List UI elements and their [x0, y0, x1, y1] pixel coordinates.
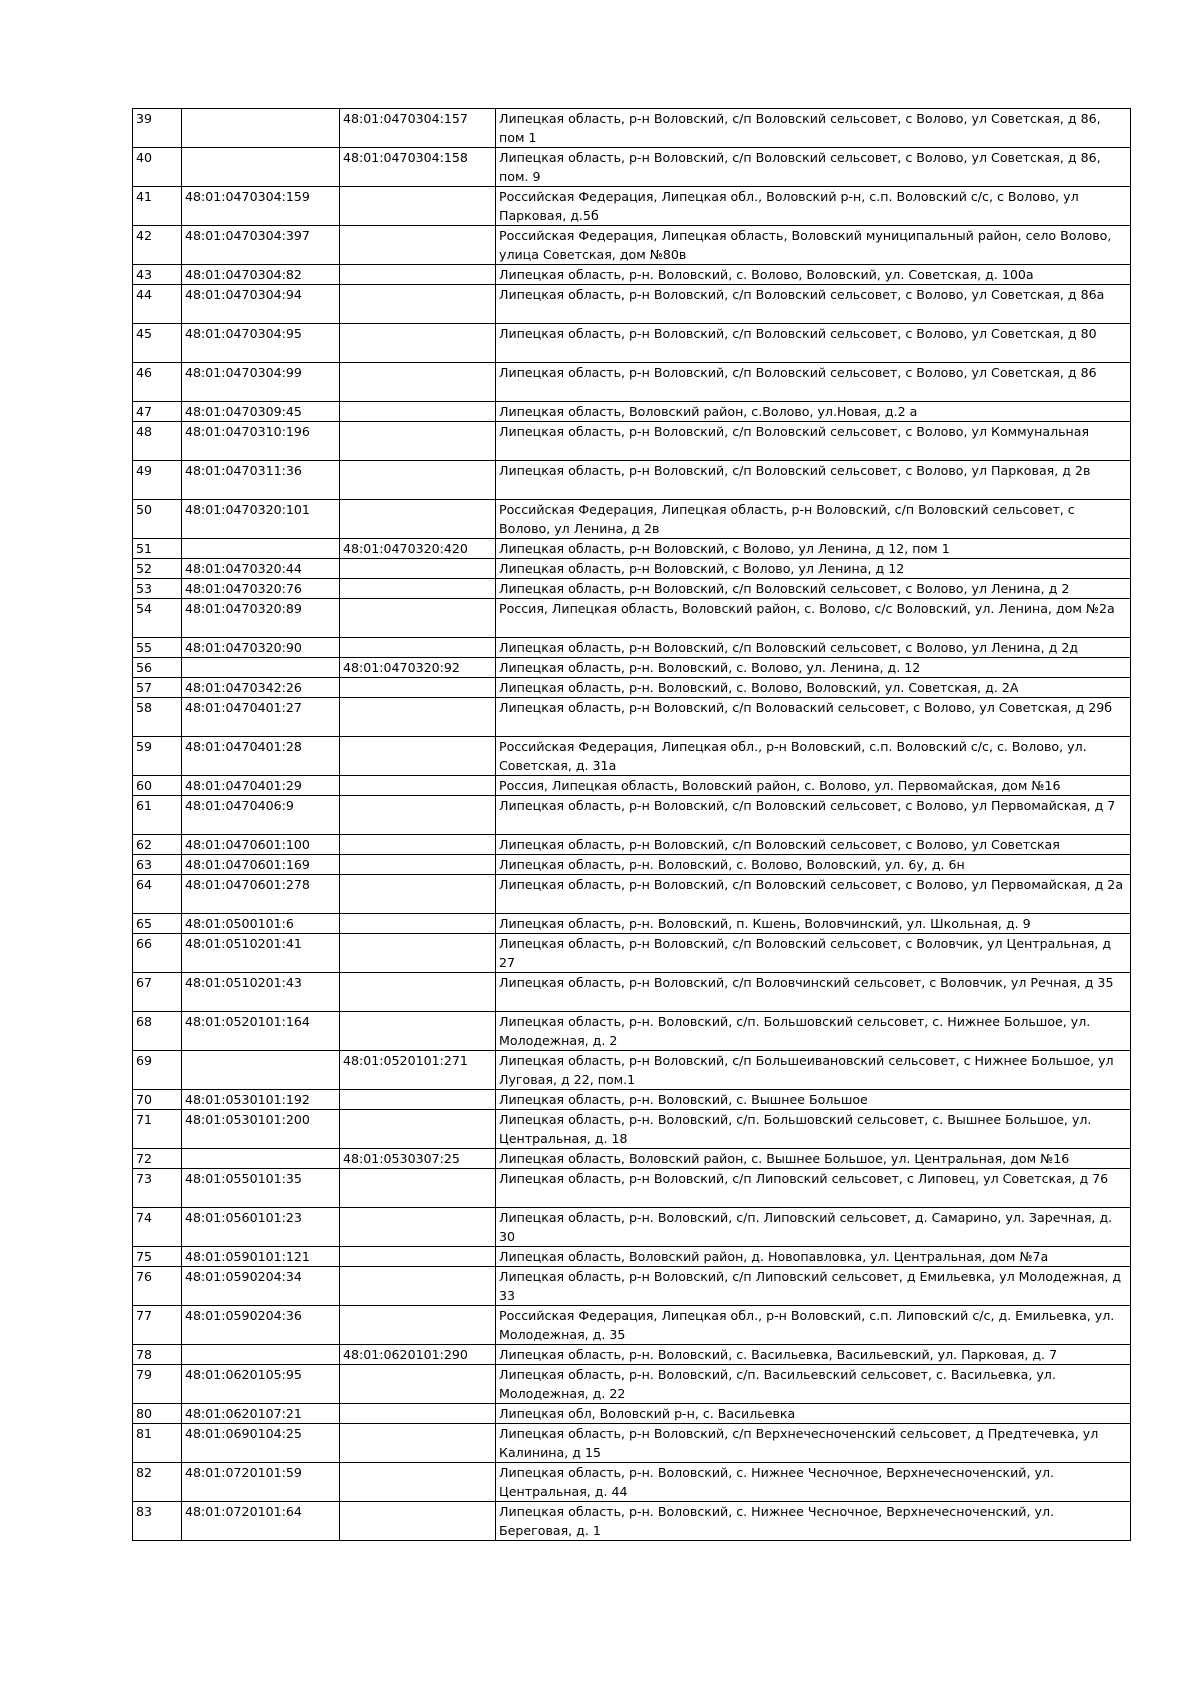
address-cell: Липецкая область, р-н Воловский, с Волово, ул Ленина, д 12: [496, 559, 1131, 579]
address-cell: Липецкая область, р-н. Воловский, с. Волово, Воловский, ул. Советская, д. 2А: [496, 678, 1131, 698]
address-cell: Липецкая область, Воловский район, д. Новопавловка, ул. Центральная, дом №7а: [496, 1247, 1131, 1267]
cadastral-number-cell: 48:01:0530101:192: [182, 1090, 340, 1110]
cadastral-number-cell: 48:01:0470311:36: [182, 461, 340, 500]
table-row: [133, 187, 1131, 226]
cell-number: 45: [133, 324, 182, 363]
cell-number: 43: [133, 265, 182, 285]
cadastral-number-cell: 48:01:0470304:94: [182, 285, 340, 324]
cadastral-number-cell: 48:01:0470304:99: [182, 363, 340, 402]
address-cell: Российская Федерация, Липецкая обл., р-н Воловский, с.п. Воловский с/с, с. Волово, ул. Советская, д. 31а: [496, 737, 1131, 776]
table-row: [133, 1090, 1131, 1110]
cadastral-number-cell-2: 48:01:0520101:271: [340, 1051, 496, 1090]
cadastral-number-cell: 48:01:0470304:159: [182, 187, 340, 226]
address-cell: Липецкая область, Воловский район, с. Вышнее Большое, ул. Центральная, дом №16: [496, 1149, 1131, 1169]
cadastral-number-cell-2: [340, 559, 496, 579]
cadastral-number-cell: 48:01:0720101:64: [182, 1502, 340, 1541]
cadastral-number-cell: 48:01:0470401:29: [182, 776, 340, 796]
address-cell: Липецкая область, р-н. Воловский, с/п. Большовский сельсовет, с. Вышнее Большое, ул. Центральная, д. 18: [496, 1110, 1131, 1149]
cell-number: 69: [133, 1051, 182, 1090]
table-row: [133, 1110, 1131, 1149]
cadastral-number-cell-2: [340, 402, 496, 422]
cadastral-number-cell: 48:01:0470320:101: [182, 500, 340, 539]
table-row: [133, 776, 1131, 796]
cadastral-number-cell-2: [340, 461, 496, 500]
address-cell: Российская Федерация, Липецкая область, Воловский муниципальный район, село Волово, улица Советская, дом №80в: [496, 226, 1131, 265]
cell-number: 61: [133, 796, 182, 835]
cadastral-number-cell: 48:01:0470304:397: [182, 226, 340, 265]
table-row: [133, 599, 1131, 638]
table-row: [133, 973, 1131, 1012]
cell-number: 47: [133, 402, 182, 422]
table-row: [133, 148, 1131, 187]
cell-number: 63: [133, 855, 182, 875]
cell-number: 41: [133, 187, 182, 226]
cell-number: 48: [133, 422, 182, 461]
cadastral-number-cell-2: [340, 638, 496, 658]
cell-number: 64: [133, 875, 182, 914]
cadastral-number-cell: 48:01:0550101:35: [182, 1169, 340, 1208]
cadastral-number-cell-2: [340, 1090, 496, 1110]
address-cell: Липецкая область, р-н Воловский, с/п Воловский сельсовет, с Волово, ул Первомайская, д 7: [496, 796, 1131, 835]
cell-number: 52: [133, 559, 182, 579]
address-cell: Липецкая область, р-н Воловский, с/п Воловский сельсовет, с Волово, ул Советская: [496, 835, 1131, 855]
cadastral-number-cell: [182, 1345, 340, 1365]
cell-number: 80: [133, 1404, 182, 1424]
cell-number: 46: [133, 363, 182, 402]
cadastral-number-cell: [182, 148, 340, 187]
cadastral-number-cell-2: [340, 1208, 496, 1247]
cadastral-number-cell-2: [340, 1247, 496, 1267]
cadastral-number-cell: 48:01:0470320:44: [182, 559, 340, 579]
cadastral-number-cell-2: [340, 1012, 496, 1051]
address-cell: Липецкая область, р-н. Воловский, с. Волово, Воловский, ул. Советская, д. 100а: [496, 265, 1131, 285]
table-row: [133, 422, 1131, 461]
cadastral-number-cell-2: 48:01:0470320:420: [340, 539, 496, 559]
address-cell: Российская Федерация, Липецкая область, р-н Воловский, с/п Воловский сельсовет, с Волово, ул Ленина, д 2в: [496, 500, 1131, 539]
cadastral-number-cell: [182, 539, 340, 559]
table-row: [133, 698, 1131, 737]
address-cell: Липецкая область, р-н Воловский, с/п Липовский сельсовет, д Емильевка, ул Молодежная, д 33: [496, 1267, 1131, 1306]
cell-number: 56: [133, 658, 182, 678]
cadastral-number-cell-2: [340, 1463, 496, 1502]
address-cell: Липецкая область, р-н. Воловский, с/п. Большовский сельсовет, с. Нижнее Большое, ул. Молодежная, д. 2: [496, 1012, 1131, 1051]
cadastral-number-cell-2: [340, 776, 496, 796]
address-cell: Российская Федерация, Липецкая обл., Воловский р-н, с.п. Воловский с/с, с Волово, ул Парковая, д.5б: [496, 187, 1131, 226]
address-cell: Липецкая область, р-н. Воловский, п. Кшень, Воловчинский, ул. Школьная, д. 9: [496, 914, 1131, 934]
table-row: [133, 1502, 1131, 1541]
cell-number: 54: [133, 599, 182, 638]
cadastral-number-cell: 48:01:0470304:82: [182, 265, 340, 285]
cell-number: 70: [133, 1090, 182, 1110]
address-cell: Липецкая обл, Воловский р-н, с. Васильевка: [496, 1404, 1131, 1424]
cell-number: 67: [133, 973, 182, 1012]
cadastral-number-cell: 48:01:0470304:95: [182, 324, 340, 363]
table-row: [133, 500, 1131, 539]
address-cell: Липецкая область, р-н Воловский, с/п Воловский сельсовет, с Воловчик, ул Центральная, д 27: [496, 934, 1131, 973]
address-cell: Липецкая область, р-н Воловский, с/п Воловский сельсовет, с Волово, ул Ленина, д 2д: [496, 638, 1131, 658]
cell-number: 72: [133, 1149, 182, 1169]
cell-number: 55: [133, 638, 182, 658]
cell-number: 79: [133, 1365, 182, 1404]
cell-number: 40: [133, 148, 182, 187]
cadastral-number-cell: 48:01:0510201:41: [182, 934, 340, 973]
table-row: [133, 1463, 1131, 1502]
cadastral-number-cell-2: [340, 1365, 496, 1404]
cadastral-number-cell: 48:01:0720101:59: [182, 1463, 340, 1502]
cell-number: 44: [133, 285, 182, 324]
cadastral-number-cell-2: [340, 835, 496, 855]
cadastral-number-cell-2: [340, 1404, 496, 1424]
cell-number: 82: [133, 1463, 182, 1502]
cadastral-number-cell: [182, 658, 340, 678]
cadastral-number-cell-2: [340, 285, 496, 324]
cadastral-number-cell: 48:01:0470320:76: [182, 579, 340, 599]
cadastral-number-cell-2: [340, 1424, 496, 1463]
cadastral-number-cell: 48:01:0530101:200: [182, 1110, 340, 1149]
address-cell: Липецкая область, р-н Воловский, с/п Большеивановский сельсовет, с Нижнее Большое, ул Луговая, д 22, пом.1: [496, 1051, 1131, 1090]
table-row: [133, 737, 1131, 776]
cadastral-number-cell-2: 48:01:0470320:92: [340, 658, 496, 678]
cadastral-number-cell-2: [340, 500, 496, 539]
cell-number: 76: [133, 1267, 182, 1306]
cell-number: 74: [133, 1208, 182, 1247]
address-cell: Липецкая область, р-н Воловский, с/п Липовский сельсовет, с Липовец, ул Советская, д 76: [496, 1169, 1131, 1208]
table-row: [133, 875, 1131, 914]
table-row: [133, 324, 1131, 363]
cadastral-number-cell: 48:01:0520101:164: [182, 1012, 340, 1051]
cadastral-number-cell-2: [340, 265, 496, 285]
table-row: [133, 1149, 1131, 1169]
table-row: [133, 461, 1131, 500]
cadastral-number-cell-2: [340, 1267, 496, 1306]
address-cell: Липецкая область, р-н Воловский, с/п Верхнечесноченский сельсовет, д Предтечевка, ул Калинина, д 15: [496, 1424, 1131, 1463]
table-row: [133, 1051, 1131, 1090]
address-cell: Российская Федерация, Липецкая обл., р-н Воловский, с.п. Липовский с/с, д. Емильевка, ул. Молодежная, д. 35: [496, 1306, 1131, 1345]
table-row: [133, 109, 1131, 148]
cadastral-number-cell: 48:01:0470401:27: [182, 698, 340, 737]
address-cell: Липецкая область, р-н. Воловский, с. Нижнее Чесночное, Верхнечесноченский, ул. Береговая, д. 1: [496, 1502, 1131, 1541]
cadastral-number-cell-2: [340, 855, 496, 875]
address-cell: Россия, Липецкая область, Воловский район, с. Волово, ул. Первомайская, дом №16: [496, 776, 1131, 796]
cadastral-number-cell-2: [340, 1502, 496, 1541]
cadastral-number-cell-2: [340, 599, 496, 638]
address-cell: Липецкая область, р-н. Воловский, с. Васильевка, Васильевский, ул. Парковая, д. 7: [496, 1345, 1131, 1365]
cadastral-number-cell-2: [340, 1110, 496, 1149]
table-row: [133, 1012, 1131, 1051]
table-row: [133, 855, 1131, 875]
cadastral-number-cell: 48:01:0510201:43: [182, 973, 340, 1012]
cadastral-number-cell-2: 48:01:0470304:158: [340, 148, 496, 187]
table-row: [133, 226, 1131, 265]
address-cell: Липецкая область, р-н Воловский, с/п Воловский сельсовет, с Волово, ул Советская, д 80: [496, 324, 1131, 363]
cadastral-number-cell: 48:01:0470342:26: [182, 678, 340, 698]
cadastral-number-cell-2: [340, 1306, 496, 1345]
table-row: [133, 402, 1131, 422]
cell-number: 71: [133, 1110, 182, 1149]
cell-number: 77: [133, 1306, 182, 1345]
cell-number: 66: [133, 934, 182, 973]
table-row: [133, 835, 1131, 855]
cadastral-number-cell: 48:01:0690104:25: [182, 1424, 340, 1463]
table-row: [133, 934, 1131, 973]
table-row: [133, 1345, 1131, 1365]
address-cell: Липецкая область, р-н. Воловский, с/п. Васильевский сельсовет, с. Васильевка, ул. Молодежная, д. 22: [496, 1365, 1131, 1404]
cell-number: 75: [133, 1247, 182, 1267]
table-row: [133, 363, 1131, 402]
address-cell: Липецкая область, р-н Воловский, с/п Воловский сельсовет, с Волово, ул Коммунальная: [496, 422, 1131, 461]
table-row: [133, 1247, 1131, 1267]
cadastral-number-cell: 48:01:0470310:196: [182, 422, 340, 461]
cell-number: 68: [133, 1012, 182, 1051]
address-cell: Липецкая область, р-н Воловский, с/п Воловский сельсовет, с Волово, ул Ленина, д 2: [496, 579, 1131, 599]
cadastral-number-cell-2: [340, 875, 496, 914]
table-row: [133, 579, 1131, 599]
cadastral-number-cell: [182, 109, 340, 148]
address-cell: Липецкая область, р-н Воловский, с/п Воловаский сельсовет, с Волово, ул Советская, д 29б: [496, 698, 1131, 737]
table-row: [133, 1169, 1131, 1208]
cadastral-number-cell-2: [340, 796, 496, 835]
cadastral-number-cell: 48:01:0470320:89: [182, 599, 340, 638]
address-cell: Липецкая область, Воловский район, с.Волово, ул.Новая, д.2 а: [496, 402, 1131, 422]
address-cell: Липецкая область, р-н Воловский, с/п Воловский сельсовет, с Волово, ул Парковая, д 2в: [496, 461, 1131, 500]
table-row: [133, 1208, 1131, 1247]
cadastral-number-cell: 48:01:0470401:28: [182, 737, 340, 776]
cadastral-number-cell: 48:01:0500101:6: [182, 914, 340, 934]
table-row: [133, 914, 1131, 934]
cadastral-number-cell: 48:01:0620107:21: [182, 1404, 340, 1424]
table-row: [133, 285, 1131, 324]
table-row: [133, 1267, 1131, 1306]
address-cell: Липецкая область, р-н. Воловский, с. Волово, Воловский, ул. 6у, д. 6н: [496, 855, 1131, 875]
property-table: [132, 108, 1131, 1541]
address-cell: Липецкая область, р-н. Воловский, с/п. Липовский сельсовет, д. Самарино, ул. Заречная, д. 30: [496, 1208, 1131, 1247]
address-cell: Липецкая область, р-н Воловский, с/п Воловчинский сельсовет, с Воловчик, ул Речная, д 35: [496, 973, 1131, 1012]
cadastral-number-cell-2: [340, 324, 496, 363]
address-cell: Липецкая область, р-н. Воловский, с. Нижнее Чесночное, Верхнечесноченский, ул. Центральная, д. 44: [496, 1463, 1131, 1502]
address-cell: Россия, Липецкая область, Воловский район, с. Волово, с/с Воловский, ул. Ленина, дом №2а: [496, 599, 1131, 638]
cadastral-number-cell: 48:01:0470601:100: [182, 835, 340, 855]
cadastral-number-cell-2: [340, 678, 496, 698]
cadastral-number-cell: 48:01:0590204:36: [182, 1306, 340, 1345]
cadastral-number-cell: 48:01:0590101:121: [182, 1247, 340, 1267]
cadastral-number-cell-2: [340, 914, 496, 934]
table-row: [133, 559, 1131, 579]
address-cell: Липецкая область, р-н Воловский, с/п Воловский сельсовет, с Волово, ул Советская, д 86, пом 1: [496, 109, 1131, 148]
cadastral-number-cell-2: 48:01:0470304:157: [340, 109, 496, 148]
cadastral-number-cell: [182, 1051, 340, 1090]
cadastral-number-cell-2: [340, 737, 496, 776]
cell-number: 58: [133, 698, 182, 737]
table-row: [133, 1424, 1131, 1463]
cell-number: 59: [133, 737, 182, 776]
cell-number: 81: [133, 1424, 182, 1463]
cadastral-number-cell-2: 48:01:0530307:25: [340, 1149, 496, 1169]
cell-number: 78: [133, 1345, 182, 1365]
address-cell: Липецкая область, р-н Воловский, с/п Воловский сельсовет, с Волово, ул Советская, д 86, пом. 9: [496, 148, 1131, 187]
cell-number: 50: [133, 500, 182, 539]
table-row: [133, 539, 1131, 559]
cadastral-number-cell-2: 48:01:0620101:290: [340, 1345, 496, 1365]
table-row: [133, 638, 1131, 658]
cadastral-number-cell: [182, 1149, 340, 1169]
table-row: [133, 265, 1131, 285]
cadastral-number-cell-2: [340, 1169, 496, 1208]
address-cell: Липецкая область, р-н Воловский, с/п Воловский сельсовет, с Волово, ул Первомайская, д 2а: [496, 875, 1131, 914]
cell-number: 57: [133, 678, 182, 698]
cadastral-number-cell: 48:01:0470406:9: [182, 796, 340, 835]
cell-number: 53: [133, 579, 182, 599]
table-row: [133, 1306, 1131, 1345]
cell-number: 60: [133, 776, 182, 796]
cadastral-number-cell: 48:01:0590204:34: [182, 1267, 340, 1306]
table-row: [133, 658, 1131, 678]
cadastral-number-cell-2: [340, 226, 496, 265]
cell-number: 65: [133, 914, 182, 934]
cadastral-number-cell: 48:01:0470601:278: [182, 875, 340, 914]
address-cell: Липецкая область, р-н Воловский, с Волово, ул Ленина, д 12, пом 1: [496, 539, 1131, 559]
cell-number: 73: [133, 1169, 182, 1208]
cadastral-number-cell-2: [340, 934, 496, 973]
cadastral-number-cell-2: [340, 973, 496, 1012]
cell-number: 39: [133, 109, 182, 148]
cadastral-number-cell-2: [340, 422, 496, 461]
cell-number: 49: [133, 461, 182, 500]
table-row: [133, 796, 1131, 835]
cadastral-number-cell: 48:01:0470320:90: [182, 638, 340, 658]
table-row: [133, 678, 1131, 698]
table-row: [133, 1365, 1131, 1404]
cell-number: 42: [133, 226, 182, 265]
cadastral-number-cell-2: [340, 698, 496, 737]
cadastral-number-cell-2: [340, 187, 496, 226]
table-row: [133, 1404, 1131, 1424]
cadastral-number-cell: 48:01:0470601:169: [182, 855, 340, 875]
address-cell: Липецкая область, р-н Воловский, с/п Воловский сельсовет, с Волово, ул Советская, д 86а: [496, 285, 1131, 324]
cadastral-number-cell-2: [340, 579, 496, 599]
address-cell: Липецкая область, р-н. Воловский, с. Волово, ул. Ленина, д. 12: [496, 658, 1131, 678]
cadastral-number-cell-2: [340, 363, 496, 402]
cadastral-number-cell: 48:01:0620105:95: [182, 1365, 340, 1404]
cadastral-number-cell: 48:01:0470309:45: [182, 402, 340, 422]
cell-number: 62: [133, 835, 182, 855]
cadastral-number-cell: 48:01:0560101:23: [182, 1208, 340, 1247]
address-cell: Липецкая область, р-н. Воловский, с. Вышнее Большое: [496, 1090, 1131, 1110]
cell-number: 83: [133, 1502, 182, 1541]
cell-number: 51: [133, 539, 182, 559]
table-body: [133, 109, 1131, 1541]
address-cell: Липецкая область, р-н Воловский, с/п Воловский сельсовет, с Волово, ул Советская, д 86: [496, 363, 1131, 402]
